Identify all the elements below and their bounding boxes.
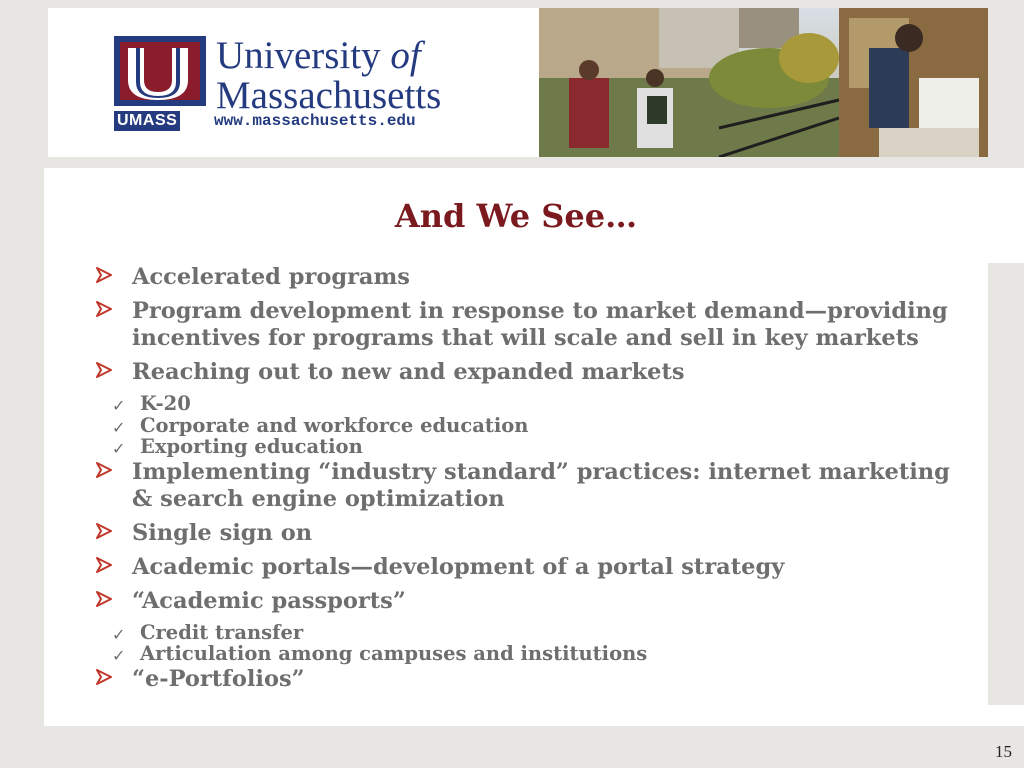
bullet-text: Single sign on [132, 519, 313, 546]
sub-bullet-text: Exporting education [140, 435, 363, 458]
checkmark-icon: ✓ [112, 396, 126, 415]
sub-bullet-item [96, 436, 966, 458]
logo-name-line2: Massachusetts [216, 74, 442, 117]
logo-name-line1: University of [216, 34, 421, 77]
checkmark-icon: ✓ [112, 417, 126, 437]
arrow-bullet-icon [96, 557, 112, 573]
sub-bullet-list [96, 393, 966, 458]
bullet-item [96, 359, 966, 386]
checkmark-icon: ✓ [112, 439, 126, 458]
bullet-text: Implementing “industry standard” practices: internet marketing & search engine optimization [132, 458, 950, 512]
arrow-bullet-icon [96, 669, 112, 685]
bullet-item [96, 666, 966, 693]
logo-url: www.massachusetts.edu [214, 112, 416, 130]
logo-umass: UMASS [114, 111, 180, 131]
bullet-text: “Academic passports” [132, 587, 406, 614]
sub-bullet-item [96, 643, 966, 665]
arrow-bullet-icon [96, 523, 112, 539]
sub-bullet-text: Credit transfer [140, 620, 304, 644]
bullet-item [96, 588, 966, 615]
sub-bullet-text: K-20 [140, 392, 191, 415]
arrow-bullet-icon [96, 267, 112, 283]
sub-bullet-item [96, 415, 966, 437]
bullet-list [96, 264, 966, 700]
page-number: 15 [995, 742, 1012, 761]
sub-bullet-item [96, 393, 966, 415]
bullet-text: Program development in response to market demand—providing incentives for programs that will scale and sell in key markets [132, 298, 948, 351]
campus-photo [539, 8, 988, 157]
sub-bullet-list [96, 622, 966, 665]
slide-content [44, 168, 988, 726]
bullet-text: Reaching out to new and expanded markets [132, 359, 685, 385]
bullet-item [96, 264, 966, 291]
decor-strip-right [988, 168, 1024, 263]
sub-bullet-text: Articulation among campuses and institutions [140, 642, 648, 665]
logo-of: of [390, 34, 421, 77]
bullet-item [96, 520, 966, 547]
bullet-text: “e-Portfolios” [132, 665, 305, 692]
arrow-bullet-icon [96, 362, 112, 378]
arrow-bullet-icon [96, 301, 112, 317]
arrow-bullet-icon [96, 591, 112, 607]
bullet-text: Accelerated programs [132, 264, 410, 290]
checkmark-icon: ✓ [112, 646, 126, 665]
sub-bullet-text: Corporate and workforce education [140, 413, 529, 437]
slide-title: And We See… [394, 197, 638, 235]
decor-strip-bottom [988, 705, 1024, 726]
bullet-item [96, 459, 966, 513]
bullet-item [96, 298, 966, 352]
header-banner [48, 8, 988, 157]
sub-bullet-item [96, 622, 966, 644]
arrow-bullet-icon [96, 462, 112, 478]
checkmark-icon: ✓ [112, 624, 126, 644]
bullet-text: Academic portals—development of a portal strategy [132, 553, 785, 580]
umass-logo-mark [114, 36, 206, 106]
bullet-item [96, 554, 966, 581]
